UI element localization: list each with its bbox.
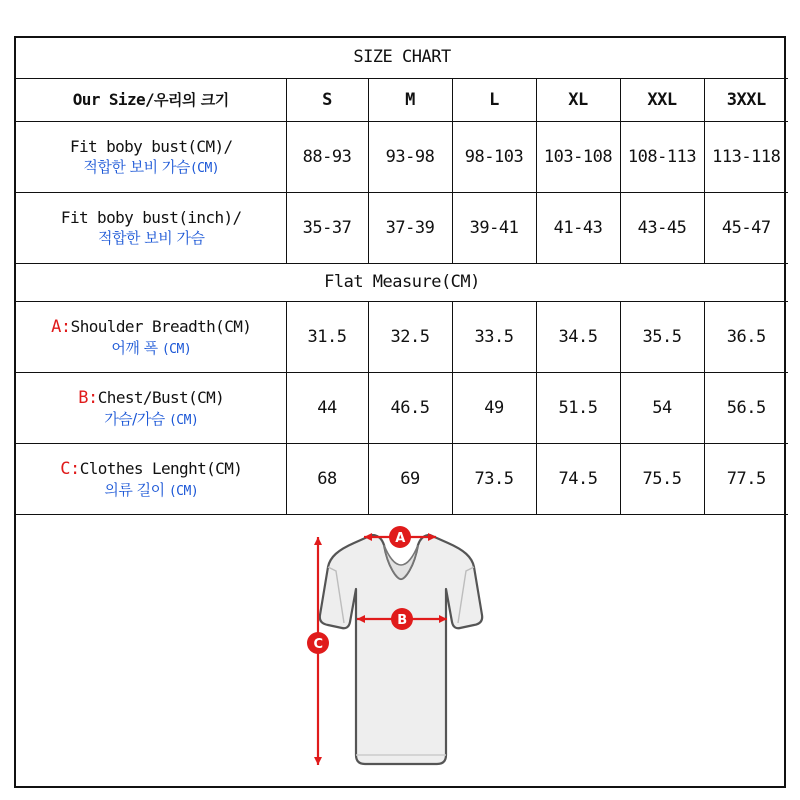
header-our-size — [16, 79, 286, 122]
cell-value: 36.5 — [704, 302, 788, 373]
cell-value: 31.5 — [286, 302, 368, 373]
column-header-xl: XL — [536, 79, 620, 122]
row-label-en: Chest/Bust(CM) — [97, 387, 225, 407]
cell-value: 69 — [368, 444, 452, 515]
row-label-en: Shoulder Breadth(CM) — [70, 316, 252, 336]
page-title: SIZE CHART — [16, 38, 788, 79]
cell-value: 45-47 — [704, 193, 788, 264]
cell-value: 56.5 — [704, 373, 788, 444]
cell-value: 73.5 — [452, 444, 536, 515]
cell-value: 35.5 — [620, 302, 704, 373]
header-our-size-en: Our Size/ — [72, 90, 155, 109]
row-label-en-wrap — [25, 388, 278, 410]
row-label-ko-unit: (CM) — [189, 160, 220, 176]
cell-value: 75.5 — [620, 444, 704, 515]
cell-value: 103-108 — [536, 122, 620, 193]
row-label-ko-text: 적합한 보비 가슴 — [98, 228, 205, 247]
garment-shape — [320, 535, 482, 764]
cell-value: 108-113 — [620, 122, 704, 193]
row-label-chest-bust — [16, 373, 286, 444]
size-chart-table — [16, 38, 788, 797]
cell-value: 98-103 — [452, 122, 536, 193]
row-label-shoulder-breadth — [16, 302, 286, 373]
row-key-c: C: — [60, 458, 80, 479]
row-label-ko — [25, 339, 278, 359]
column-header-l: L — [452, 79, 536, 122]
row-label-en-wrap — [25, 317, 278, 339]
cell-value: 93-98 — [368, 122, 452, 193]
column-header-s: S — [286, 79, 368, 122]
cell-value: 68 — [286, 444, 368, 515]
cell-value: 44 — [286, 373, 368, 444]
cell-value: 51.5 — [536, 373, 620, 444]
marker-label-a: A — [395, 531, 405, 547]
row-label-ko — [25, 410, 278, 430]
row-label-ko-text: 가슴/가슴 — [104, 409, 165, 428]
row-label-en: Fit boby bust(inch)/ — [60, 208, 242, 228]
row-label-ko — [25, 158, 278, 178]
tank-top-svg — [192, 515, 612, 797]
row-label-ko-text: 의류 길이 — [104, 480, 165, 499]
cell-value: 37-39 — [368, 193, 452, 264]
row-key-a: A: — [51, 316, 71, 337]
header-our-size-ko: 우리의 크기 — [154, 91, 229, 109]
cell-value: 54 — [620, 373, 704, 444]
table-row — [16, 302, 788, 373]
section-subtitle: Flat Measure(CM) — [16, 264, 788, 302]
table-row — [16, 122, 788, 193]
cell-value: 34.5 — [536, 302, 620, 373]
cell-value: 46.5 — [368, 373, 452, 444]
table-row — [16, 193, 788, 264]
row-label-ko-unit: (CM) — [168, 412, 199, 428]
title-row — [16, 38, 788, 79]
cell-value: 88-93 — [286, 122, 368, 193]
cell-value: 113-118 — [704, 122, 788, 193]
row-label-fit-body-bust-inch — [16, 193, 286, 264]
cell-value: 74.5 — [536, 444, 620, 515]
table-row — [16, 444, 788, 515]
row-label-ko-unit: (CM) — [161, 341, 192, 357]
row-label-ko — [25, 229, 278, 249]
measure-arrow-c — [307, 537, 329, 765]
row-label-ko-text: 어깨 폭 — [111, 338, 158, 357]
row-label-en-wrap — [25, 459, 278, 481]
tank-top-diagram — [16, 515, 788, 797]
cell-value: 41-43 — [536, 193, 620, 264]
cell-value: 35-37 — [286, 193, 368, 264]
table-row — [16, 373, 788, 444]
row-label-ko — [25, 481, 278, 501]
column-header-xxl: XXL — [620, 79, 704, 122]
column-header-3xxl: 3XXL — [704, 79, 788, 122]
row-key-b: B: — [78, 387, 98, 408]
subtitle-row — [16, 264, 788, 302]
row-label-fit-body-bust-cm — [16, 122, 286, 193]
cell-value: 39-41 — [452, 193, 536, 264]
marker-label-b: B — [397, 613, 407, 629]
cell-value: 77.5 — [704, 444, 788, 515]
row-label-en: Clothes Lenght(CM) — [79, 458, 243, 478]
cell-value: 49 — [452, 373, 536, 444]
row-label-en: Fit boby bust(CM)/ — [69, 137, 233, 157]
cell-value: 43-45 — [620, 193, 704, 264]
garment-figure-cell — [16, 515, 788, 798]
row-label-ko-text: 적합한 보비 가슴 — [83, 157, 190, 176]
marker-label-c: C — [313, 637, 323, 653]
row-label-clothes-length — [16, 444, 286, 515]
table-header-row — [16, 79, 788, 122]
row-label-ko-unit: (CM) — [168, 483, 199, 499]
figure-row — [16, 515, 788, 798]
cell-value: 32.5 — [368, 302, 452, 373]
column-header-m: M — [368, 79, 452, 122]
cell-value: 33.5 — [452, 302, 536, 373]
size-chart-frame — [14, 36, 786, 788]
